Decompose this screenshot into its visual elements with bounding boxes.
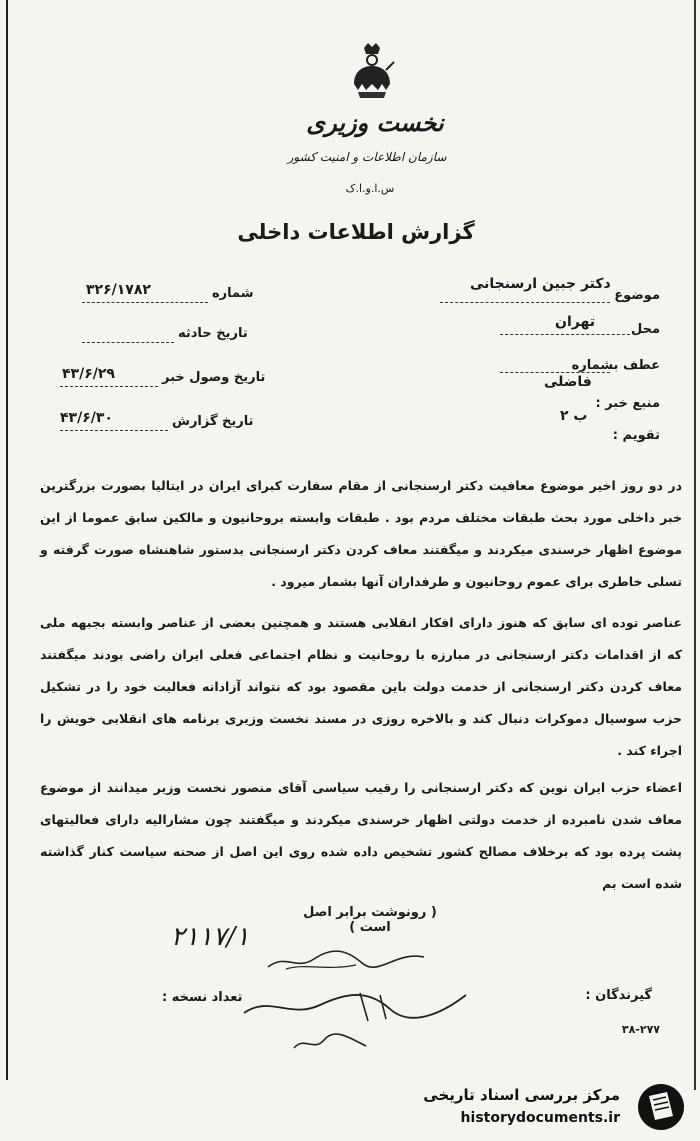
archive-logo-icon bbox=[633, 1082, 689, 1132]
body-paragraph-2: عناصر توده ای سابق که هنوز دارای افکار انقلابی هستند و همچنین بعضی از عناصر وابسته بجبهه ملی که از اقدامات دکتر ارسنجانی در مبارزه با روحانیت و نظام اجتماعی فعلی ایران راضی بودند میگفتند معاف کردن دکتر ارسنجانی از خدمت دولت باین مقصود بود که نتواند آزادانه فعالیت خود را در تشکیل حزب سوسیال دموکرات دنبال کند و بالاخره روزی در مسند نخست وزیری برنامه های انقلابی خویش را اجراء کند . bbox=[40, 615, 682, 758]
ref-number-dots bbox=[500, 372, 610, 373]
number-value: ۳۲۶/۱۷۸۲ bbox=[86, 282, 151, 298]
source-label: منبع خبر : bbox=[595, 396, 660, 411]
receipt-date-dots bbox=[60, 386, 158, 387]
body-paragraph-3: اعضاء حزب ایران نوین که دکتر ارسنجانی را رقیب سیاسی آقای منصور نخست وزیر میدانند از موضوع معاف شدن نامبرده از خدمت دولتی اظهار خرسندی میکردند و میگفتند چون مشارالیه دارای فعالیتهای پشت پرده بود که برخلاف مصالح کشور تشخیص داده شده روی این اصل از صحنه سیاست کنار گذاشته شده است بم bbox=[40, 780, 682, 891]
page-border-left bbox=[6, 0, 8, 1080]
ref-number-label: عطف بشماره bbox=[571, 358, 660, 373]
organization-name: سازمان اطلاعات و امنیت کشور bbox=[287, 150, 447, 164]
incident-date-dots bbox=[82, 342, 174, 343]
source-value: فاضلی bbox=[544, 374, 592, 390]
place-dots bbox=[500, 334, 630, 335]
report-date-label: تاریخ گزارش bbox=[172, 414, 254, 429]
recipients-label: گیرندگان : bbox=[585, 988, 652, 1003]
incident-date-label: تاریخ حادثه bbox=[178, 326, 248, 341]
subject-dots bbox=[440, 302, 610, 303]
place-label: محل bbox=[630, 322, 660, 337]
document-title: گزارش اطلاعات داخلی bbox=[237, 220, 475, 244]
form-code: ۳۸-۲۷۷ bbox=[621, 1023, 660, 1036]
handwritten-signature bbox=[240, 985, 470, 1025]
subject-value: دکتر جبین ارسنجانی bbox=[470, 276, 611, 292]
report-date-dots bbox=[60, 430, 168, 431]
handwritten-annotation-1 bbox=[266, 945, 426, 975]
handwritten-number: ۲۱۱۷/۱ bbox=[170, 922, 250, 952]
copies-label: تعداد نسخه : bbox=[162, 990, 243, 1005]
organization-reference: س.ا.و.ا.ک bbox=[345, 182, 395, 195]
page-border-right bbox=[694, 0, 696, 1090]
evaluation-label: تقویم : bbox=[612, 428, 660, 443]
receipt-date-label: تاریخ وصول خبر bbox=[162, 370, 266, 385]
body-paragraph-1: در دو روز اخیر موضوع معافیت دکتر ارسنجانی از مقام سفارت کبرای ایران در ایتالیا بصورت بزرگترین خبر داخلی مورد بحث طبقات مختلف مردم بود . طبقات وابسته بروحانیون و مالکین سابق عموما از این موضوع اظهار خرسندی میکردند و میگفتند معاف کردن دکتر ارسنجانی بدستور شاهنشاه صورت گرفته و تسلی خاطری برای عموم روحانیون و طرفداران آنها بشمار میرود . bbox=[40, 478, 682, 589]
lion-and-sun-crest-icon bbox=[346, 40, 398, 102]
copy-certification-note: ( رونوشت برابر اصل است ) bbox=[303, 905, 437, 935]
handwritten-date bbox=[290, 1030, 370, 1056]
receipt-date-value: ۴۳/۶/۲۹ bbox=[62, 366, 115, 382]
archive-watermark bbox=[395, 1078, 695, 1136]
number-label: شماره bbox=[212, 286, 254, 301]
watermark-site: historydocuments.ir bbox=[460, 1110, 620, 1126]
ministry-name: نخست وزیری bbox=[306, 108, 444, 137]
place-value: تهران bbox=[555, 314, 595, 330]
report-date-value: ۴۳/۶/۳۰ bbox=[60, 410, 113, 426]
subject-label: موضوع bbox=[614, 288, 660, 303]
watermark-title: مرکز بررسی اسناد تاریخی bbox=[423, 1086, 620, 1104]
number-dots bbox=[82, 302, 208, 303]
evaluation-value: ب ۲ bbox=[560, 408, 588, 424]
